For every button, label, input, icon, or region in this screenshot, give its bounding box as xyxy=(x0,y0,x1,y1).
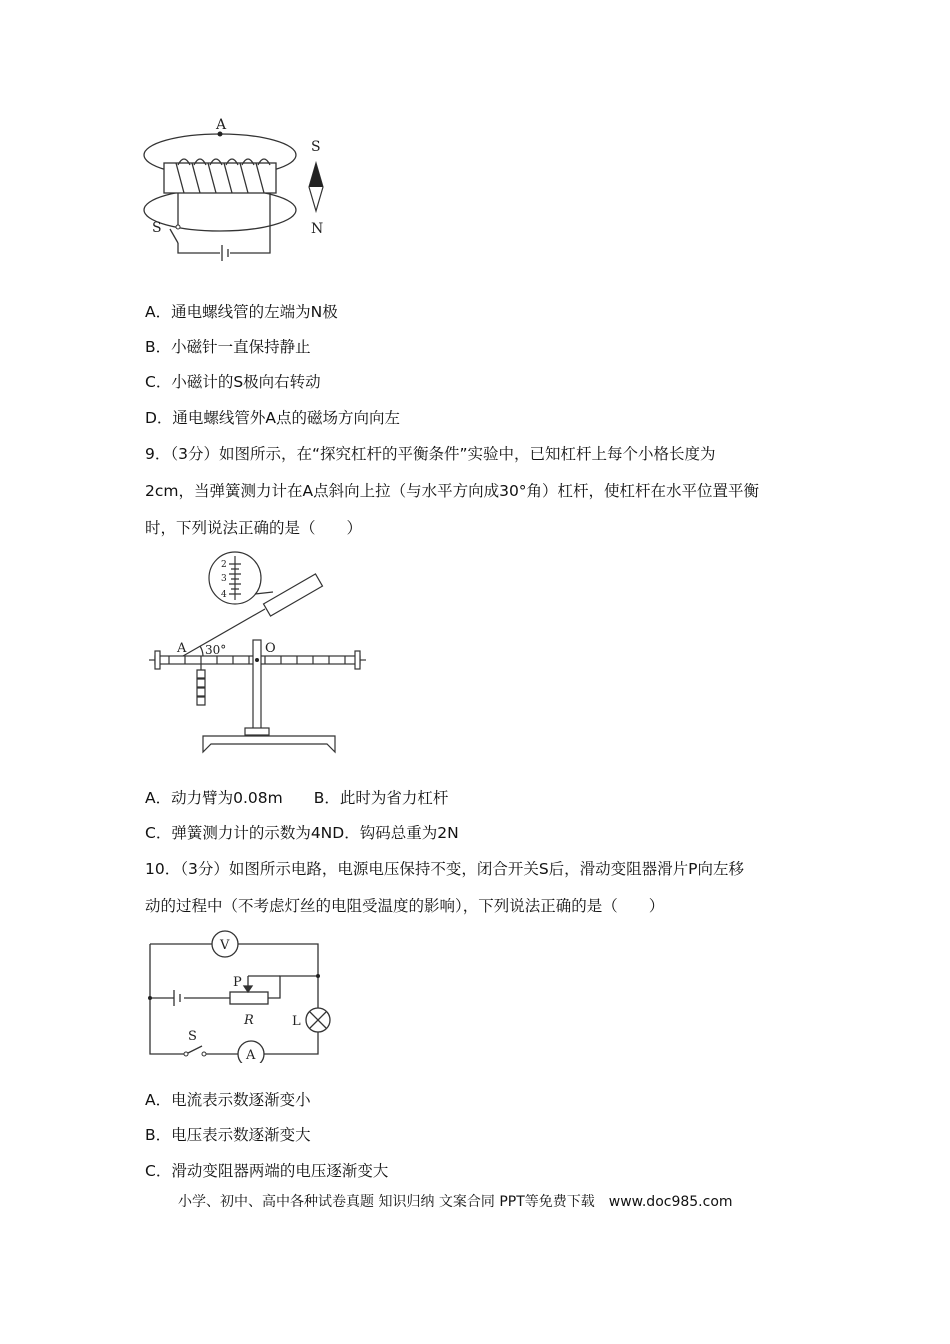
lever-angle-label: 30° xyxy=(205,643,227,657)
compass-n-label: N xyxy=(311,221,324,237)
q9-options-ab: A．动力臂为0.08m B．此时为省力杠杆 xyxy=(145,789,449,807)
lever-pivot-o: O xyxy=(265,641,276,656)
lever-point-a: A xyxy=(177,641,187,656)
q8-option-d: D．通电螺线管外A点的磁场方向向左 xyxy=(145,409,401,427)
q8-option-b: B．小磁针一直保持静止 xyxy=(145,338,311,356)
q9-stem-line1: 9．（3分）如图所示，在“探究杠杆的平衡条件”实验中，已知杠杆上每个小格长度为 xyxy=(145,445,716,463)
page-footer: 小学、初中、高中各种试卷真题 知识归纳 文案合同 PPT等免费下载 www.doc985.com xyxy=(178,1194,733,1210)
switch-s-label: S xyxy=(152,220,162,236)
scale-mark-3: 3 xyxy=(221,574,227,584)
scale-mark-4: 4 xyxy=(221,590,227,600)
scale-mark-2: 2 xyxy=(221,560,227,570)
q10-stem-line2: 动的过程中（不考虑灯丝的电阻受温度的影响），下列说法正确的是（ ） xyxy=(145,897,665,915)
compass-s-label: S xyxy=(311,139,321,155)
q10-option-b: B．电压表示数逐渐变大 xyxy=(145,1126,311,1144)
q9-options-cd: C．弹簧测力计的示数为4ND．钩码总重为2N xyxy=(145,824,459,842)
solenoid-figure xyxy=(140,115,340,265)
ammeter-label: A xyxy=(246,1048,256,1063)
lamp-l-label: L xyxy=(292,1014,301,1029)
resistor-r-label: R xyxy=(244,1013,254,1028)
circuit-figure xyxy=(140,928,340,1063)
q10-stem-line1: 10．（3分）如图所示电路，电源电压保持不变，闭合开关S后，滑动变阻器滑片P向左移 xyxy=(145,860,745,878)
q8-option-a: A．通电螺线管的左端为N极 xyxy=(145,303,338,321)
q9-stem-line3: 时，下列说法正确的是（ ） xyxy=(145,519,363,537)
voltmeter-label: V xyxy=(220,938,230,953)
q8-option-c: C．小磁计的S极向右转动 xyxy=(145,373,321,391)
slider-p-label: P xyxy=(233,975,242,990)
point-a-label: A xyxy=(216,117,227,133)
q10-option-a: A．电流表示数逐渐变小 xyxy=(145,1091,311,1109)
lever-figure xyxy=(145,548,370,758)
q9-stem-line2: 2cm，当弹簧测力计在A点斜向上拉（与水平方向成30°角）杠杆，使杠杆在水平位置平衡 xyxy=(145,482,760,500)
q10-option-c: C．滑动变阻器两端的电压逐渐变大 xyxy=(145,1162,389,1180)
switch-s-label: S xyxy=(188,1029,197,1044)
